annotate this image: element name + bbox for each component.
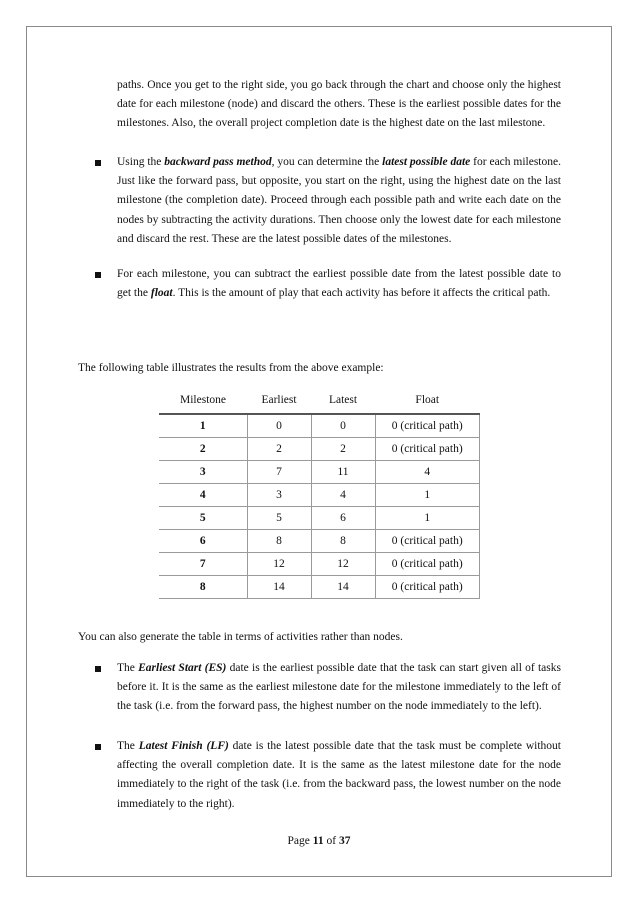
table-row bbox=[159, 576, 480, 599]
cell-milestone: 5 bbox=[159, 507, 247, 530]
table-row bbox=[159, 507, 480, 530]
cell-float: 1 bbox=[375, 507, 480, 530]
cell-float: 0 (critical path) bbox=[375, 530, 480, 553]
cell-earliest: 7 bbox=[247, 461, 311, 484]
cell-milestone: 4 bbox=[159, 484, 247, 507]
cell-latest: 6 bbox=[311, 507, 375, 530]
cell-earliest: 5 bbox=[247, 507, 311, 530]
total-pages: 37 bbox=[338, 835, 351, 847]
table-intro: The following table illustrates the results from the above example: bbox=[78, 362, 384, 374]
cell-milestone: 2 bbox=[159, 438, 247, 461]
cell-float: 0 (critical path) bbox=[375, 553, 480, 576]
bullet-icon bbox=[95, 666, 101, 672]
cell-latest: 0 bbox=[311, 414, 375, 438]
cell-float: 0 (critical path) bbox=[375, 438, 480, 461]
cell-float: 4 bbox=[375, 461, 480, 484]
cell-latest: 14 bbox=[311, 576, 375, 599]
activities-intro: You can also generate the table in terms of activities rather than nodes. bbox=[78, 631, 403, 643]
cell-milestone: 6 bbox=[159, 530, 247, 553]
cell-latest: 2 bbox=[311, 438, 375, 461]
continued-paragraph: paths. Once you get to the right side, you go back through the chart and choose only the highest date for each milestone (node) and discard the others. These is the earliest possible dates for the milestones. Also, the overall project completion date is the highest date on the last milestone. bbox=[117, 79, 561, 130]
cell-latest: 8 bbox=[311, 530, 375, 553]
cell-earliest: 3 bbox=[247, 484, 311, 507]
table-row bbox=[159, 484, 480, 507]
col-header-milestone: Milestone bbox=[159, 387, 247, 414]
cell-latest: 4 bbox=[311, 484, 375, 507]
bullet-backward-text: Using the backward pass method, you can determine the latest possible date for each milestone. Just like the forward pass, but opposite, you start on the right, using the highest date on the last milestone (the completion date). Proceed through each possible path and write each date on the nodes by subtracting the activity durations. Then choose only the lowest date for each milestone and discard the rest. These are the latest possible dates of the milestones. bbox=[117, 156, 561, 245]
bullet-icon bbox=[95, 744, 101, 750]
bullet-icon bbox=[95, 160, 101, 166]
col-header-latest: Latest bbox=[311, 387, 375, 414]
table-row bbox=[159, 438, 480, 461]
cell-milestone: 1 bbox=[159, 414, 247, 438]
col-header-earliest: Earliest bbox=[247, 387, 311, 414]
cell-milestone: 8 bbox=[159, 576, 247, 599]
cell-float: 1 bbox=[375, 484, 480, 507]
bullet-lf-text: The Latest Finish (LF) date is the latest possible date that the task must be complete without affecting the overall completion date. It is the same as the latest milestone date for the node immediately to the right of the task (i.e. from the backward pass, the lowest number on the node immediately to the right). bbox=[117, 740, 561, 810]
bullet-es-text: The Earliest Start (ES) date is the earliest possible date that the task can start given all of tasks before it. It is the same as the earliest milestone date for the milestone immediately to the left of the task (i.e. from the forward pass, the highest number on the node immediately to the left). bbox=[117, 662, 561, 713]
table-row bbox=[159, 414, 480, 438]
of-label: of bbox=[323, 835, 339, 847]
cell-earliest: 0 bbox=[247, 414, 311, 438]
cell-earliest: 14 bbox=[247, 576, 311, 599]
milestone-table bbox=[159, 387, 480, 599]
cell-latest: 12 bbox=[311, 553, 375, 576]
cell-earliest: 12 bbox=[247, 553, 311, 576]
bullet-icon bbox=[95, 272, 101, 278]
table-row bbox=[159, 461, 480, 484]
cell-earliest: 2 bbox=[247, 438, 311, 461]
cell-milestone: 3 bbox=[159, 461, 247, 484]
col-header-float: Float bbox=[375, 387, 480, 414]
cell-float: 0 (critical path) bbox=[375, 576, 480, 599]
table-row bbox=[159, 530, 480, 553]
page-label: Page bbox=[287, 835, 313, 847]
table-row bbox=[159, 553, 480, 576]
page-number: 11 bbox=[312, 835, 324, 847]
page-footer bbox=[0, 835, 638, 847]
cell-latest: 11 bbox=[311, 461, 375, 484]
cell-milestone: 7 bbox=[159, 553, 247, 576]
bullet-float-text: For each milestone, you can subtract the earliest possible date from the latest possible date to get the float. This is the amount of play that each activity has before it affects the critical path. bbox=[117, 268, 561, 300]
table-header-row bbox=[159, 387, 480, 414]
cell-earliest: 8 bbox=[247, 530, 311, 553]
cell-float: 0 (critical path) bbox=[375, 414, 480, 438]
